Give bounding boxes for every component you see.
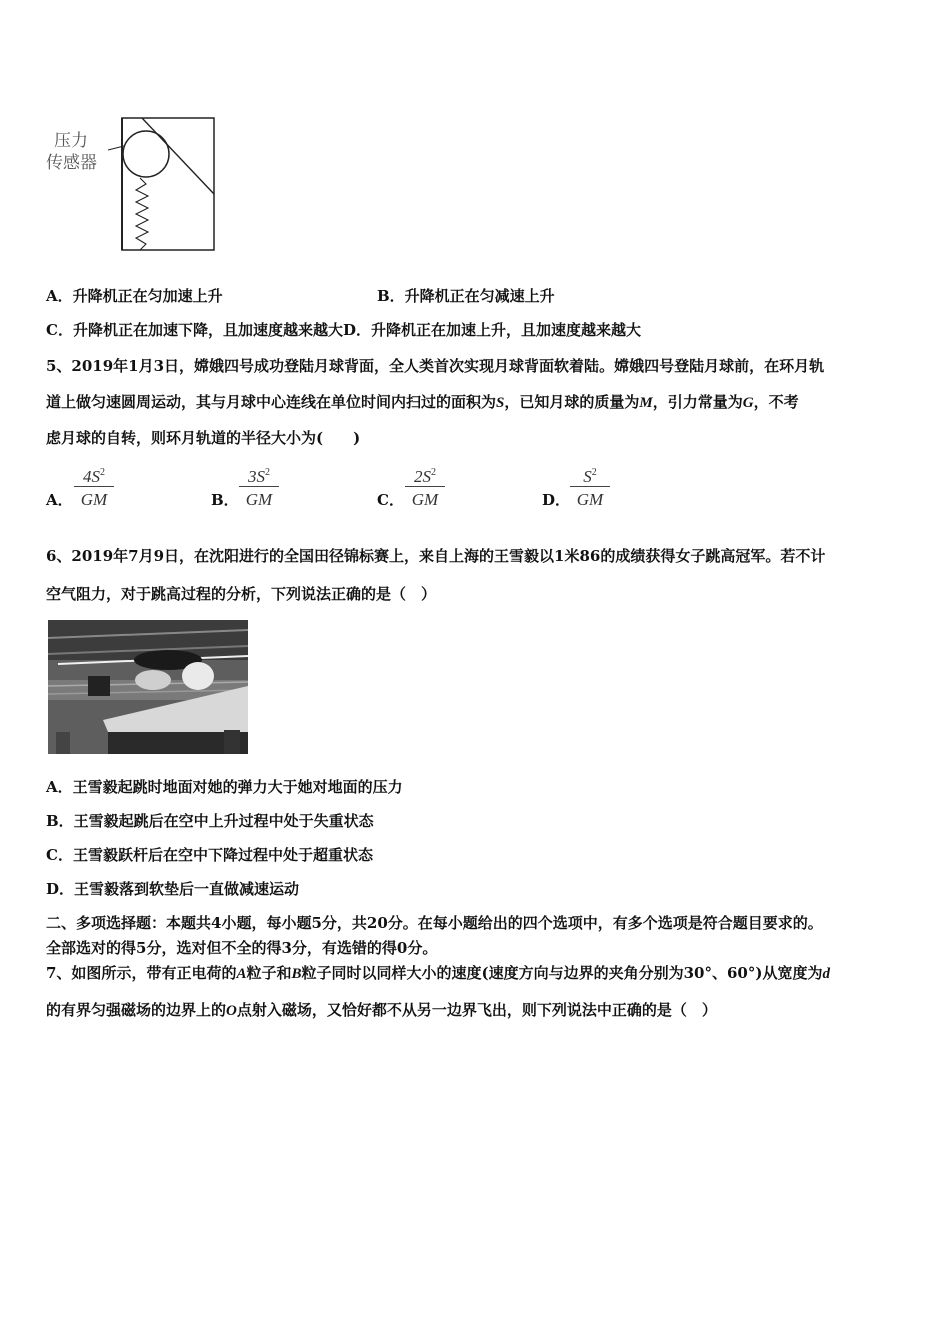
q6-line2: 空气阻力，对于跳高过程的分析，下列说法正确的是（ ） [46, 585, 437, 603]
photo-image [48, 620, 248, 754]
section2-line2: 全部选对的得5分，选对但不全的得3分，有选错的得0分。 [46, 939, 438, 957]
q6-option-d: D．王雪毅落到软垫后一直做减速运动 [46, 880, 300, 898]
high-jump-photo [48, 620, 248, 754]
sensor-label-line1: 压力 [54, 131, 88, 151]
q5-line1: 5、2019年1月3日，嫦娥四号成功登陆月球背面，全人类首次实现月球背面软着陆。嫦娥四号登陆月球前，在环月轨 [46, 357, 825, 375]
q7-line2: 的有界匀强磁场的边界上的O点射入磁场，又恰好都不从另一边界飞出，则下列说法中正确的是（ ） [46, 1001, 717, 1019]
q4-option-cd: C．升降机正在加速下降，且加速度越来越大D．升降机正在加速上升，且加速度越来越大 [46, 321, 641, 339]
q5-option-a: A． $4S^2$ GM [46, 462, 156, 514]
q6-line1: 6、2019年7月9日，在沈阳进行的全国田径锦标赛上，来自上海的王雪毅以1米86的成绩获得女子跳高冠军。若不计 [46, 547, 826, 565]
fraction: $2S^2$ GM [405, 462, 445, 511]
q5-line3: 虑月球的自转，则环月轨道的半径大小为( ) [46, 429, 361, 447]
sensor-label-line2: 传感器 [46, 153, 97, 173]
pressure-sensor-figure [40, 112, 220, 257]
q6-option-b: B．王雪毅起跳后在空中上升过程中处于失重状态 [46, 812, 374, 830]
fraction: $4S^2$ GM [74, 462, 114, 511]
section2-line1: 二、多项选择题：本题共4小题，每小题5分，共20分。在每小题给出的四个选项中，有多个选项是符合题目要求的。 [46, 914, 823, 932]
q5-option-d: D． $S^2$ GM [542, 462, 652, 514]
q5-option-c: C． $2S^2$ GM [377, 462, 487, 514]
q7-line1: 7、如图所示，带有正电荷的A粒子和B粒子同时以同样大小的速度(速度方向与边界的夹角分别为30°、60°)从宽度为d [46, 964, 830, 982]
q5-line2: 道上做匀速圆周运动，其与月球中心连线在单位时间内扫过的面积为S，已知月球的质量为M，引力常量为G，不考 [46, 393, 799, 411]
fraction: $S^2$ GM [570, 462, 610, 511]
q5-option-b: B． $3S^2$ GM [211, 462, 321, 514]
q6-option-c: C．王雪毅跃杆后在空中下降过程中处于超重状态 [46, 846, 373, 864]
q4-option-a: A．升降机正在匀加速上升 [46, 287, 223, 305]
q6-option-a: A．王雪毅起跳时地面对她的弹力大于她对地面的压力 [46, 778, 403, 796]
fraction: $3S^2$ GM [239, 462, 279, 511]
q4-option-b: B．升降机正在匀减速上升 [377, 287, 555, 305]
